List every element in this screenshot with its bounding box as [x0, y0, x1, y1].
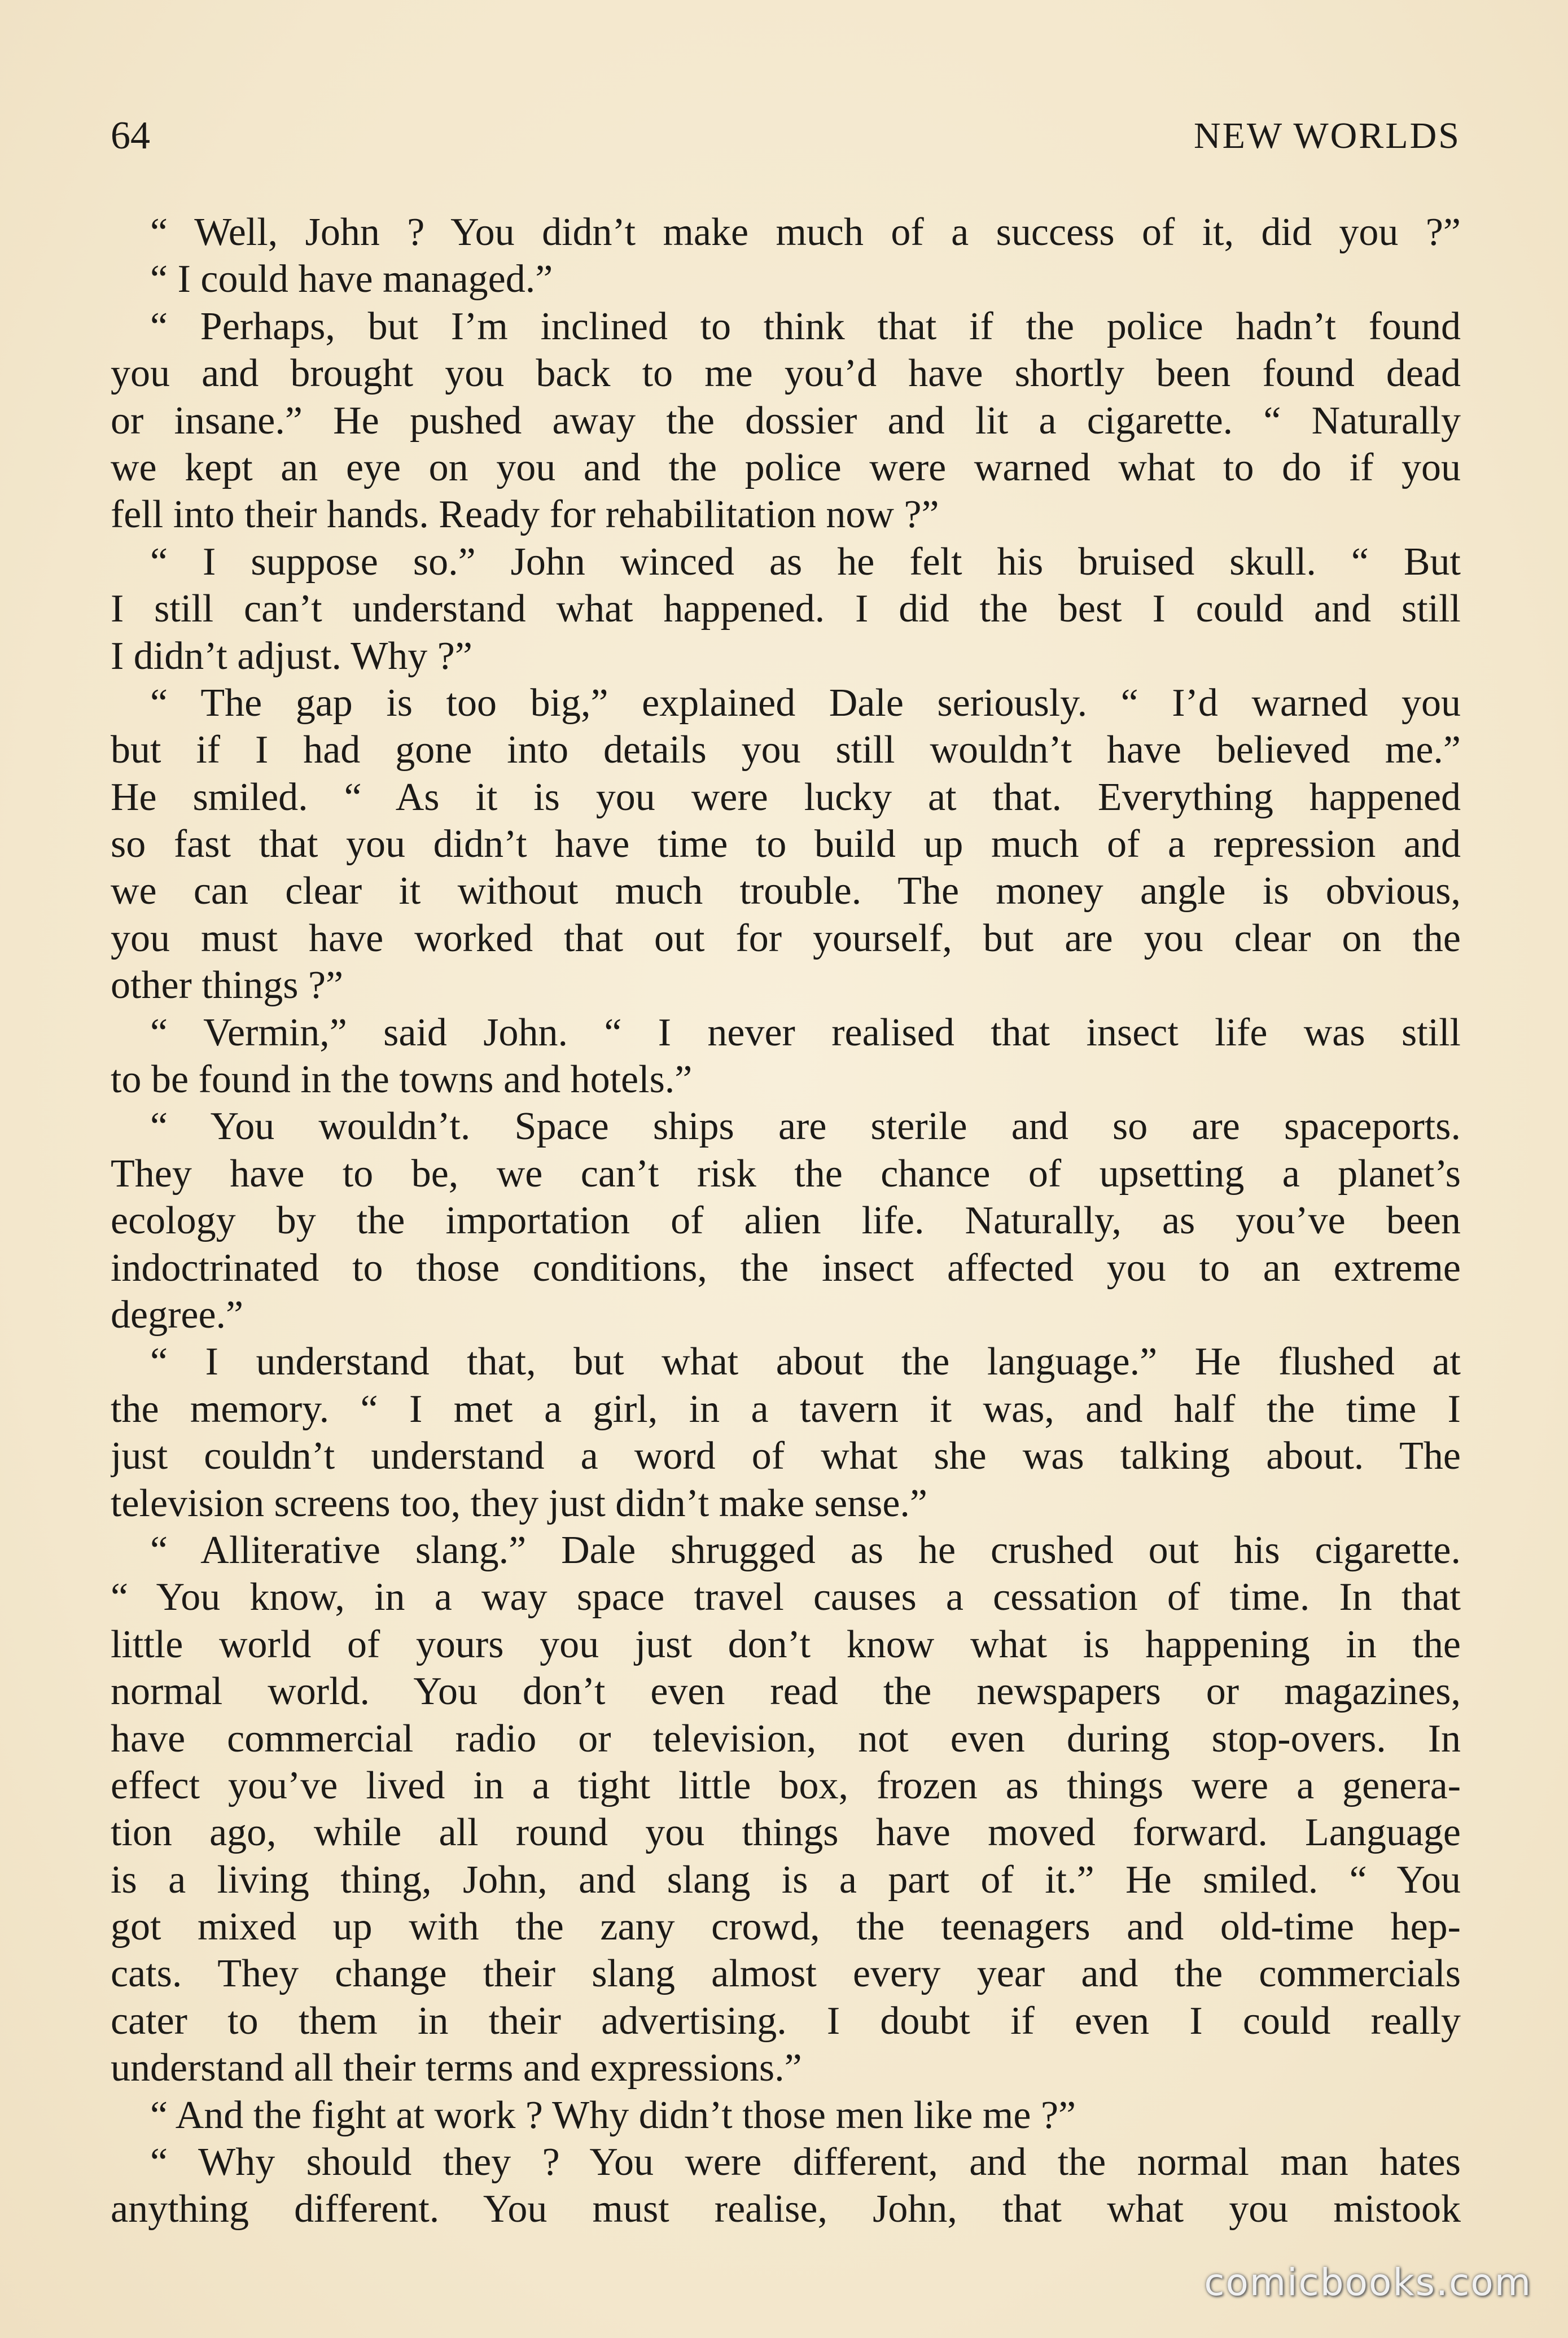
text-line: we can clear it without much trouble. The money angle is obvious, [111, 869, 1461, 913]
text-line: normal world. You don’t even read the newspapers or magazines, [111, 1670, 1461, 1714]
text-line: the memory. “ I met a girl, in a tavern it was, and half the time I [111, 1387, 1461, 1431]
text-line: “ Why should they ? You were different, and the normal man hates [150, 2140, 1461, 2184]
body-text [111, 209, 1461, 2233]
text-line: cater to them in their advertising. I doubt if even I could really [111, 1999, 1461, 2043]
text-line: understand all their terms and expressions.” [111, 2046, 802, 2090]
text-line: “ I suppose so.” John winced as he felt his bruised skull. “ But [150, 540, 1461, 584]
text-line: “ I could have managed.” [150, 257, 553, 301]
watermark: comicbooks.com [1204, 2261, 1532, 2304]
text-line: so fast that you didn’t have time to build up much of a repression and [111, 822, 1461, 866]
text-line: ecology by the importation of alien life. Naturally, as you’ve been [111, 1199, 1461, 1243]
text-line: “ You know, in a way space travel causes a cessation of time. In that [111, 1575, 1461, 1619]
text-line: have commercial radio or television, not even during stop-overs. In [111, 1717, 1461, 1761]
text-line: I didn’t adjust. Why ?” [111, 634, 472, 678]
text-line: other things ?” [111, 964, 344, 1008]
text-line: little world of yours you just don’t know what is happening in the [111, 1622, 1461, 1666]
text-line: you must have worked that out for yourself, but are you clear on the [111, 916, 1461, 960]
text-line: cats. They change their slang almost every year and the commercials [111, 1952, 1461, 1996]
text-line: anything different. You must realise, John, that what you mistook [111, 2187, 1461, 2231]
text-line: or insane.” He pushed away the dossier and lit a cigarette. “ Naturally [111, 399, 1461, 443]
text-line: tion ago, while all round you things have moved forward. Language [111, 1811, 1461, 1855]
text-line: but if I had gone into details you still wouldn’t have believed me.” [111, 728, 1461, 772]
page-number: 64 [111, 114, 150, 157]
text-line: television screens too, they just didn’t make sense.” [111, 1481, 927, 1525]
text-line: “ Alliterative slang.” Dale shrugged as he crushed out his cigarette. [150, 1528, 1461, 1572]
text-line: “ The gap is too big,” explained Dale seriously. “ I’d warned you [150, 681, 1461, 725]
text-line: I still can’t understand what happened. I did the best I could and still [111, 587, 1461, 631]
text-line: got mixed up with the zany crowd, the teenagers and old-time hep- [111, 1905, 1461, 1949]
text-line: “ Vermin,” said John. “ I never realised that insect life was still [150, 1010, 1461, 1054]
text-line: He smiled. “ As it is you were lucky at that. Everything happened [111, 775, 1461, 819]
text-line: “ You wouldn’t. Space ships are sterile and so are spaceports. [150, 1105, 1461, 1149]
text-line: “ Well, John ? You didn’t make much of a success of it, did you ?” [150, 211, 1461, 254]
text-line: “ And the fight at work ? Why didn’t those men like me ?” [150, 2093, 1076, 2137]
text-line: is a living thing, John, and slang is a part of it.” He smiled. “ You [111, 1858, 1461, 1902]
text-line: degree.” [111, 1293, 244, 1337]
text-line: “ I understand that, but what about the language.” He flushed at [150, 1340, 1461, 1384]
text-line: just couldn’t understand a word of what she was talking about. The [111, 1434, 1461, 1478]
text-line: we kept an eye on you and the police were warned what to do if you [111, 445, 1461, 489]
text-line: indoctrinated to those conditions, the insect affected you to an extreme [111, 1246, 1461, 1290]
text-line: to be found in the towns and hotels.” [111, 1058, 693, 1102]
text-line: “ Perhaps, but I’m inclined to think that if the police hadn’t found [150, 304, 1461, 348]
text-line: They have to be, we can’t risk the chance of upsetting a planet’s [111, 1152, 1461, 1196]
page-header [111, 111, 1461, 161]
text-line: you and brought you back to me you’d have shortly been found dead [111, 352, 1461, 396]
text-line: effect you’ve lived in a tight little box, frozen as things were a genera- [111, 1763, 1461, 1807]
running-head: NEW WORLDS [1193, 115, 1461, 156]
text-line: fell into their hands. Ready for rehabilitation now ?” [111, 493, 939, 537]
